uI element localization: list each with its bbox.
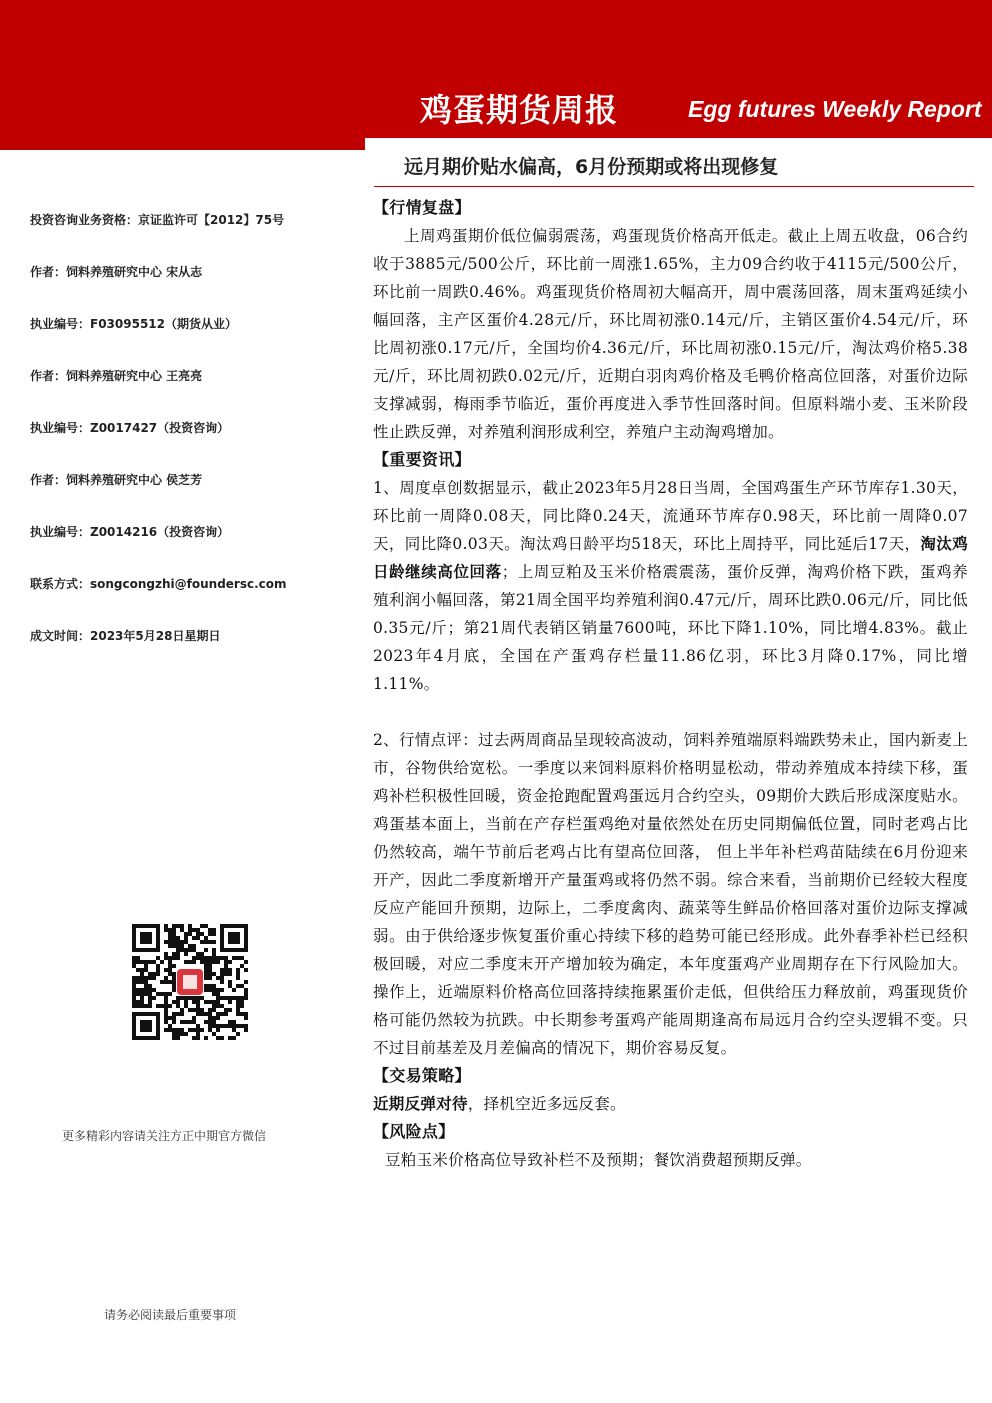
news-paragraph-1: [373, 474, 968, 698]
report-title: 远月期价贴水偏高，6月份预期或将出现修复: [404, 156, 779, 178]
strategy-text: ，择机空近多远反套。: [467, 1095, 626, 1113]
news-paragraph-2: 2、行情点评：过去两周商品呈现较高波动，饲料养殖端原料端跌势未止，国内新麦上市，谷物供给宽松。一季度以来饲料原料价格明显松动，带动养殖成本持续下移，蛋鸡补栏积极性回暖，资金抢跑配置鸡蛋远月合约空头，09期价大跌后形成深度贴水。鸡蛋基本面上，当前在产存栏蛋鸡绝对量依然处在历史同期偏低位置，同时老鸡占比仍然较高，端午节前后老鸡占比有望高位回落， 但上半年补栏鸡苗陆续在6月份迎来开产，因此二季度新增开产量蛋鸡或将仍然不弱。综合来看，当前期价已经较大程度反应产能回升预期，边际上，二季度禽肉、蔬菜等生鲜品价格回落对蛋价边际支撑减弱。由于供给逐步恢复蛋价重心持续下移的趋势可能已经形成。此外春季补栏已经积极回暖，对应二季度末开产增加较为确定，本年度蛋鸡产业周期存在下行风险加大。操作上，近端原料价格高位回落持续拖累蛋价走低，但供给压力释放前，鸡蛋现货价格可能仍然较为抗跌。中长期参考蛋鸡产能周期逢高布局远月合约空头逻辑不变。只不过目前基差及月差偏高的情况下，期价容易反复。: [373, 731, 968, 1057]
author-3-id: 执业编号：Z0014216（投资咨询）: [30, 525, 230, 539]
author-3: 作者：饲料养殖研究中心 侯芝芳: [30, 473, 203, 487]
publish-date: 成文时间：2023年5月28日星期日: [30, 629, 221, 643]
header-divider: [365, 138, 992, 150]
strategy-highlight: 近期反弹对待: [373, 1095, 468, 1113]
strategy-paragraph: [373, 1090, 968, 1118]
disclaimer-note: 请务必阅读最后重要事项: [104, 1308, 237, 1322]
author-1-id: 执业编号：F03095512（期货从业）: [30, 317, 237, 331]
news-1-text-a: 1、周度卓创数据显示，截止2023年5月28日当周，全国鸡蛋生产环节库存1.30天，环比前一周降0.08天，同比降0.24天，流通环节库存0.98天，环比前一周降0.07天，同比降0.03天。淘汰鸡日龄平均518天，环比上周持平，同比延后17天，: [373, 479, 968, 553]
news-1-text-b: ；上周豆粕及玉米价格震震荡，蛋价反弹，淘鸡价格下跌，蛋鸡养殖利润小幅回落，第21周全国平均养殖利润0.47元/斤，周环比跌0.06元/斤，同比低0.35元/斤；第21周代表销区销量7600吨，环比下降1.10%，同比增4.83%。截止2023年4月底，全国在产蛋鸡存栏量11.86亿羽，环比3月降0.17%，同比增1.11%。: [373, 563, 969, 693]
section-heading-risk: 【风险点】: [373, 1122, 455, 1141]
section-heading-news: 【重要资讯】: [373, 450, 471, 469]
license-info: 投资咨询业务资格：京证监许可【2012】75号: [30, 213, 285, 227]
author-2-id: 执业编号：Z0017427（投资咨询）: [30, 421, 230, 435]
title-divider: [374, 186, 974, 187]
review-paragraph: 上周鸡蛋期价低位偏弱震荡，鸡蛋现货价格高开低走。截止上周五收盘，06合约收于3885元/500公斤，环比前一周涨1.65%，主力09合约收于4115元/500公斤，环比前一周跌0.46%。鸡蛋现货价格周初大幅高开，周中震荡回落，周末蛋鸡延续小幅回落，主产区蛋价4.28元/斤，环比周初涨0.14元/斤，主销区蛋价4.54元/斤，环比周初涨0.17元/斤，全国均价4.36元/斤，环比周初涨0.15元/斤，淘汰鸡价格5.38元/斤，环比周初跌0.02元/斤，近期白羽肉鸡价格及毛鸭价格高位回落，对蛋价边际支撑减弱，梅雨季节临近，蛋价再度进入季节性回落时间。但原料端小麦、玉米阶段性止跌反弹，对养殖利润形成利空，养殖户主动淘鸡增加。: [373, 227, 968, 441]
paragraph-gap: [373, 698, 968, 726]
report-body: [373, 194, 968, 1174]
author-sidebar: [30, 210, 360, 678]
author-2: 作者：饲料养殖研究中心 王亮亮: [30, 369, 203, 383]
section-heading-strategy: 【交易策略】: [373, 1066, 471, 1085]
news-1-highlight: 淘汰鸡日龄继续高位回落: [373, 535, 968, 581]
section-heading-review: 【行情复盘】: [373, 198, 471, 217]
risk-paragraph: 豆粕玉米价格高位导致补栏不及预期；餐饮消费超预期反弹。: [385, 1151, 812, 1169]
author-1: 作者：饲料养殖研究中心 宋从志: [30, 265, 203, 279]
report-series-title: 鸡蛋期货周报: [420, 91, 619, 129]
qr-caption: 更多精彩内容请关注方正中期官方微信: [62, 1129, 267, 1143]
contact-info: 联系方式：songcongzhi@foundersc.com: [30, 577, 287, 591]
report-series-title-en: Egg futures Weekly Report: [688, 96, 982, 122]
qr-code-icon: [132, 924, 248, 1040]
